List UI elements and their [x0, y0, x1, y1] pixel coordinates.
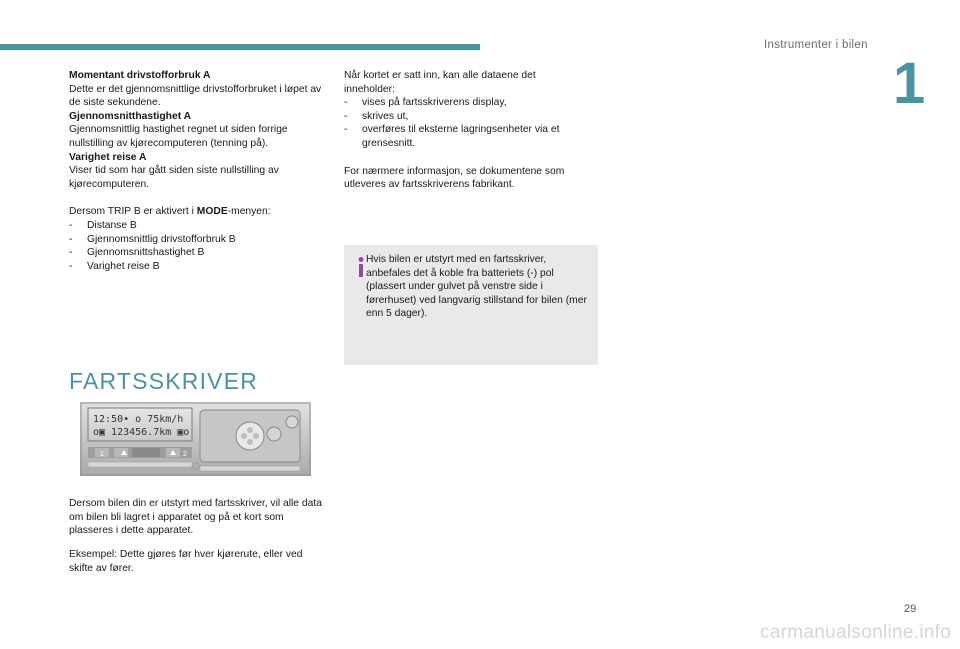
list-item: - Distanse B — [69, 219, 327, 233]
right-column — [344, 69, 584, 192]
block2-text: Gjennomsnittlig hastighet regnet ut siden forrige nullstilling av kjørecomputeren (tenning på). — [69, 124, 288, 149]
tacho-button-1: 1 — [100, 451, 104, 458]
header-accent-bar — [0, 44, 480, 50]
left-column — [69, 69, 327, 273]
block3-title: Varighet reise A — [69, 151, 147, 163]
block1-title: Momentant drivstofforbruk A — [69, 70, 211, 81]
tachograph-description — [69, 487, 327, 586]
card-list — [344, 96, 584, 150]
section-heading: FARTSSKRIVER — [69, 368, 259, 394]
list-item: - Varighet reise B — [69, 260, 327, 274]
watermark-text: carmanualsonline.info — [760, 622, 952, 643]
list-item: - Gjennomsnittlig drivstofforbruk B — [69, 233, 327, 247]
info-box-text: Hvis bilen er utstyrt med en fartsskriver, anbefales det å koble fra batteriets (-) pol (plassert under gulvet på venstre side i førerhuset) ved langvarig stillstand for bilen (mer enn 5 dager). — [366, 254, 587, 320]
chapter-number: 1 — [893, 51, 926, 116]
tacho-control-knob — [236, 422, 264, 450]
info-box — [344, 245, 598, 365]
list-item: - Gjennomsnittshastighet B — [69, 246, 327, 260]
tachograph-illustration — [80, 402, 311, 476]
section-title: Instrumenter i bilen — [764, 39, 868, 51]
block3-text: Viser tid som har gått siden siste nullstilling av kjørecomputeren. — [69, 165, 279, 190]
mode-keyword: MODE — [196, 206, 228, 218]
card-intro: Når kortet er satt inn, kan alle dataene det inneholder: — [344, 70, 536, 95]
tacho-button-2: 2 — [183, 451, 187, 458]
tachograph-paragraph-1: Dersom bilen din er utstyrt med fartsskriver, vil alle data om bilen bli lagret i apparatet og på et kort som plasseres i dette apparatet. — [69, 498, 322, 537]
tacho-display-line2: o▣ 123456.7km ▣o — [93, 427, 190, 438]
block2-title: Gjennomsnitthastighet A — [69, 110, 192, 122]
list-item: - overføres til eksterne lagringsenheter via et grensesnitt. — [344, 123, 584, 150]
list-item: - vises på fartsskriverens display, — [344, 96, 584, 110]
block1-text: Dette er det gjennomsnittlige drivstofforbruket i løpet av de siste sekundene. — [69, 83, 322, 109]
tacho-display-line1: 12:50• o 75km/h — [93, 414, 184, 425]
tachograph-paragraph-2: Eksempel: Dette gjøres før hver kjørerute, eller ved skifte av fører. — [69, 549, 303, 574]
trip-b-list — [69, 219, 327, 273]
page-number: 29 — [904, 603, 917, 615]
more-info-text: For nærmere informasjon, se dokumentene som utleveres av fartsskriverens fabrikant. — [344, 165, 565, 191]
trip-b-intro: Dersom TRIP B er aktivert i MODE-menyen: — [69, 206, 271, 218]
list-item: - skrives ut, — [344, 110, 584, 124]
